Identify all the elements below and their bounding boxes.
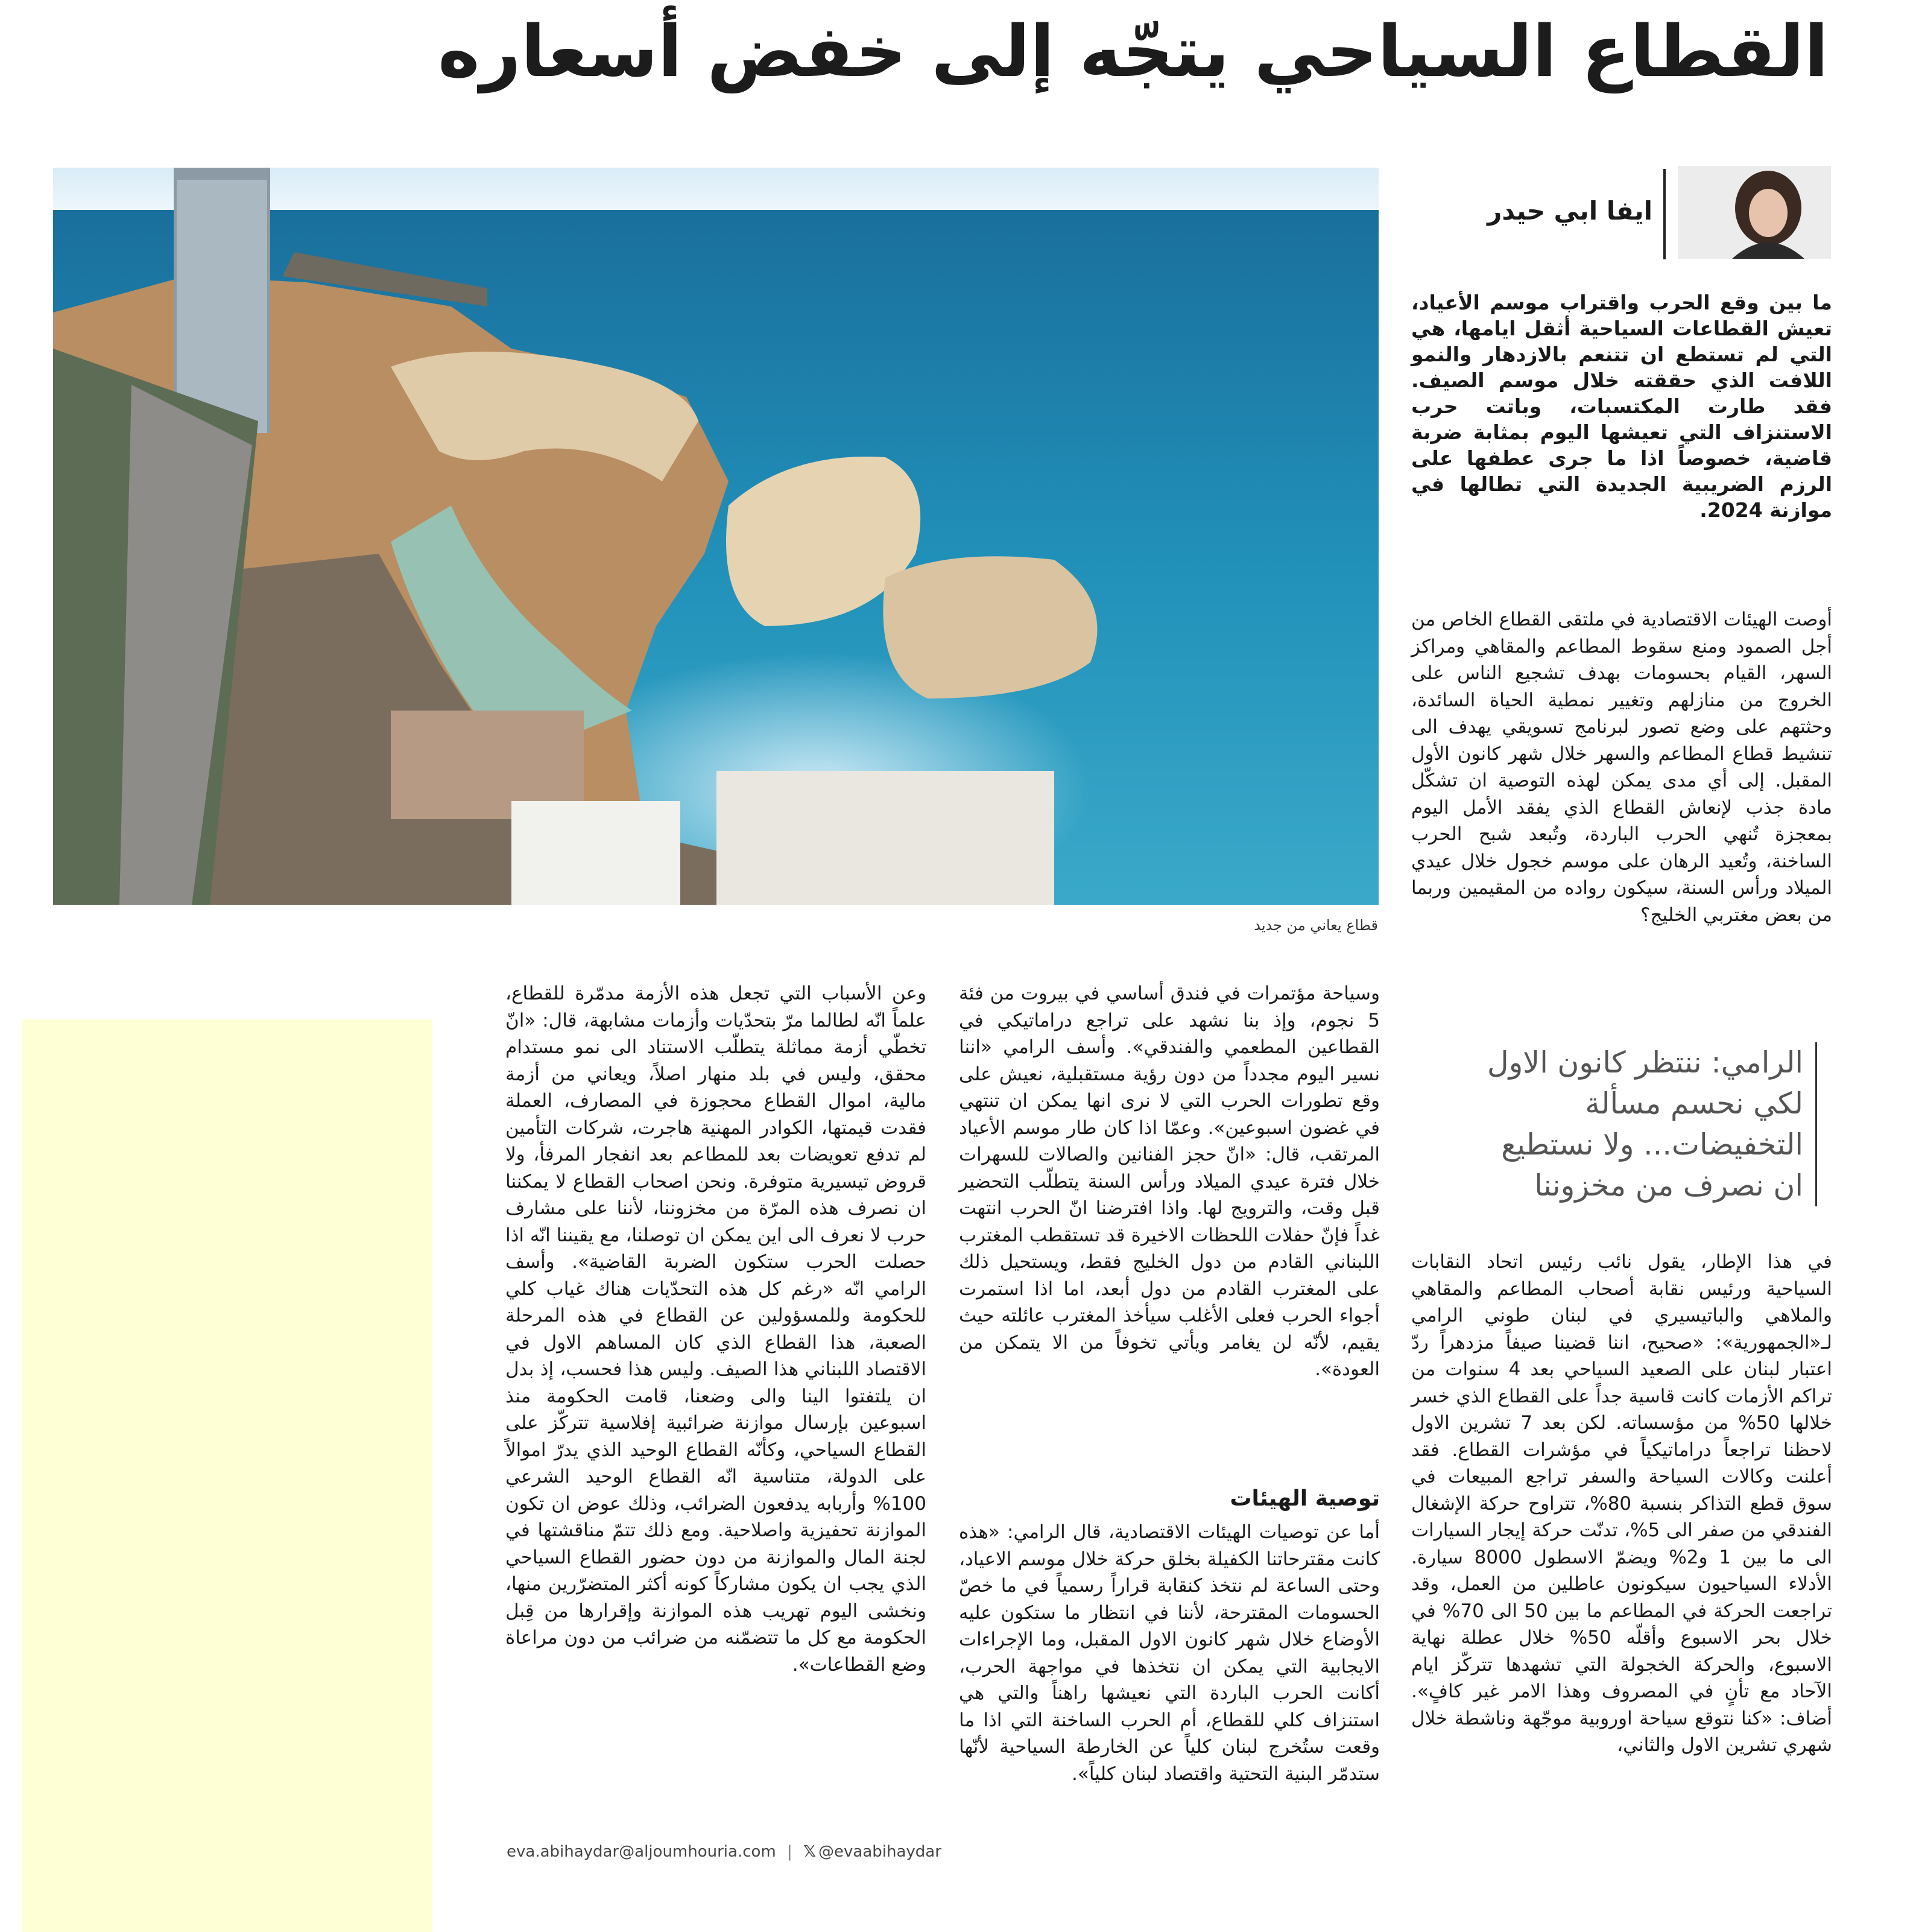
article-column-1-continued: في هذا الإطار، يقول نائب رئيس اتحاد النقابات السياحية ورئيس نقابة أصحاب المطاعم والمقاهي والملاهي والباتيسيري في لبنان طوني الرامي لـ«الجمهورية»: «صحيح، اننا قضينا صيفاً مزدهراً ردّ اعتبار لبنان على الصعيد السياحي بعد 4 سنوات من تراكم الأزمات كانت قاسية جداً على القطاع الذي خسر خلالها 50% من مؤسساته. لكن بعد 7 تشرين الاول لاحظنا تراجعاً دراماتيكياً في مؤشرات القطاع. فقد أعلنت وكالات السياحة والسفر تراجع المبيعات في سوق قطع التذاكر بنسبة 80%، تتراوح حركة الإشغال الفندقي من صفر الى 5%، تدنّت حركة إيجار السيارات الى ما بين 1 و2% ويضمّ الاسطول 8000 سيارة. الأدلاء السياحيون سيكونون عاطلين من العمل، وقد تراجعت الحركة في المطاعم ما بين 50 الى 70% في خلال بحر الاسبوع وأقلّه 50% خلال عطلة نهاية الاسبوع، والحركة الخجولة التي تشهدها تتركّز ايام الآحاد مع تأنٍ في المصروف وهذا الامر غير كافٍ». أضاف: «كنا نتوقع سياحة اوروبية موجّهة وناشطة خلال شهري تشرين الاول والثاني، bbox=[1411, 1251, 1832, 1756]
section-subheading: توصية الهيئات bbox=[1230, 1486, 1380, 1511]
article-column-3: وعن الأسباب التي تجعل هذه الأزمة مدمّرة للقطاع، علماً انّه لطالما مرّ بتحدّيات وأزمات مشابهة، قال: «انّ تخطّي أزمة مماثلة يتطلّب الاستناد الى نمو مستدام محقق، وليس في بلد منهار اصلاً، ويعاني من أزمة مالية، اموال القطاع محجوزة في المصارف، العملة فقدت قيمتها، الكوادر المهنية هاجرت، شركات التأمين لم تدفع تعويضات بعد للمطاعم بعد انفجار المرفأ، ولا قروض تيسيرية متوفرة. ونحن اصحاب القطاع لا يمكننا ان نصرف هذه المرّة من مخزوننا، لأننا على مشارف حرب لا نعرف الى اين يمكن ان توصلنا، مع يقيننا انّه اذا حصلت الحرب ستكون الضربة القاضية». وأسف الرامي انّه «رغم كل هذه التحدّيات هناك غياب كلي للحكومة وللمسؤولين عن القطاع في هذه المرحلة الصعبة، هذا القطاع الذي كان المساهم الاول في الاقتصاد اللبناني هذا الصيف. وليس هذا فحسب، إذ بدل ان يلتفتوا الينا والى وضعنا، قامت الحكومة منذ اسبوعين بإرسال موازنة ضرائبية إفلاسية تتركّز على القطاع السياحي، وكأنّه القطاع الوحيد الذي يدرّ اموالاً على الدولة، متناسية انّه القطاع الوحيد الشرعي 100% وأربابه يدفعون الضرائب، وذلك عوض ان تكون الموازنة تحفيزية واصلاحية. ومع ذلك تتمّ مناقشتها في لجنة المال والموازنة من دون حضور القطاع السياحي الذي يجب ان يكون مشاركاً كونه أكثر المتضرّرين منها، ونخشى اليوم تهريب هذه الموازنة وإقرارها من قِبل الحكومة مع كل ما تتضمّنه من ضرائب من دون مراعاة وضع القطاعات». bbox=[505, 983, 926, 1676]
article-intro: ما بين وقع الحرب واقتراب موسم الأعياد، تعيش القطاعات السياحية أثقل ايامها، هي التي لم تستطع ان تتنعم بالازدهار والنمو اللافت الذي حققته خلال موسم الصيف. فقد طارت المكتسبات، وباتت حرب الاستنزاف التي تعيشها اليوم بمثابة ضربة قاضية، خصوصاً اذا ما جرى عطفها على الرزم الضريبية الجديدة التي تطالها في موازنة 2024. bbox=[1411, 291, 1832, 522]
photo-illustration bbox=[53, 168, 1379, 905]
pull-quote: الرامي: ننتظر كانون الاول لكي نحسم مسألة التخفيضات... ولا نستطيع ان نصرف من مخزوننا bbox=[1487, 1045, 1803, 1203]
advert-placeholder-box bbox=[22, 1019, 432, 1932]
author-avatar bbox=[1678, 166, 1831, 259]
photo-caption: قطاع يعاني من جديد bbox=[1254, 917, 1378, 934]
quote-divider bbox=[1815, 1042, 1817, 1206]
pigeon-rocks-photo bbox=[53, 168, 1379, 905]
author-divider bbox=[1663, 169, 1666, 259]
article-column-1: أوصت الهيئات الاقتصادية في ملتقى القطاع الخاص من أجل الصمود ومنع سقوط المطاعم والمقاهي ومراكز السهر، القيام بحسومات بهدف تشجيع الناس على الخروج من منازلهم وتغيير نمطية الحياة السائدة، وحثتهم على وضع تصور لبرنامج تسويقي يهدف الى تنشيط قطاع المطاعم والسهر خلال شهر كانون الأول المقبل. إلى أي مدى يمكن لهذه التوصية ان تشكّل مادة جذب لإنعاش القطاع الذي يفقد الأمل اليوم بمعجزة تُنهي الحرب الباردة، وتُبعد شبح الحرب الساخنة، وتُعيد الرهان على موسم خجول خلال عيدي الميلاد ورأس السنة، سيكون رواده من المقيمين وربما من بعض مغتربي الخليج؟ bbox=[1411, 609, 1832, 926]
x-logo-icon: 𝕏 bbox=[803, 1843, 817, 1861]
article-column-2: وسياحة مؤتمرات في فندق أساسي في بيروت من فئة 5 نجوم، وإذ بنا نشهد على تراجع دراماتيكي في القطاعين المطعمي والفندقي». وأسف الرامي «اننا نسير اليوم مجدداً من دون رؤية مستقبلية، نعيش على وقع تطورات الحرب التي لا نرى انها يمكن ان تنتهي في غضون اسبوعين». وعمّا اذا كان طار موسم الأعياد المرتقب، قال: «انّ حجز الفنانين والصالات للسهرات خلال فترة عيدي الميلاد ورأس السنة يتطلّب التحضير قبل وقت، والترويج لها. واذا افترضنا انّ الحرب انتهت غداً فإنّ حفلات اللحظات الاخيرة قد تستقطب المغترب اللبناني القادم من دول الخليج فقط، ويستحيل ذلك على المغترب القادم من دول أبعد، اما اذا استمرت أجواء الحرب فعلى الأغلب سيأخذ المغترب عائلته حيث يقيم، لأنّه لن يغامر ويأتي تخوفاً من الا يتمكن من العودة». bbox=[959, 983, 1380, 1380]
author-email[interactable]: eva.abihaydar@aljoumhouria.com bbox=[507, 1843, 776, 1861]
headline: القطاع السياحي يتجّه إلى خفض أسعاره bbox=[438, 10, 1829, 93]
author-name: ايفا ابي حيدر bbox=[1487, 196, 1652, 226]
avatar-illustration bbox=[1678, 166, 1831, 259]
author-contact bbox=[507, 1843, 941, 1861]
author-x-handle[interactable]: @evaabihaydar bbox=[818, 1843, 941, 1861]
footer-separator: | bbox=[787, 1843, 792, 1861]
article-column-2-continued: أما عن توصيات الهيئات الاقتصادية، قال الرامي: «هذه كانت مقترحاتنا الكفيلة بخلق حركة خلال موسم الاعياد، وحتى الساعة لم نتخذ كنقابة قراراً رسمياً في ما خصّ الحسومات المقترحة، لأننا في انتظار ما ستكون عليه الأوضاع خلال شهر كانون الاول المقبل، وما الإجراءات الايجابية التي يمكن ان نتخذها في مواجهة الحرب، أكانت الحرب الباردة التي نعيشها راهناً والتي هي استنزاف كلي للقطاع، أم الحرب الساخنة التي اذا ما وقعت ستُخرج لبنان كلياً عن الخارطة السياحية لأنّها ستدمّر البنية التحتية واقتصاد لبنان كلياً». bbox=[959, 1521, 1380, 1785]
